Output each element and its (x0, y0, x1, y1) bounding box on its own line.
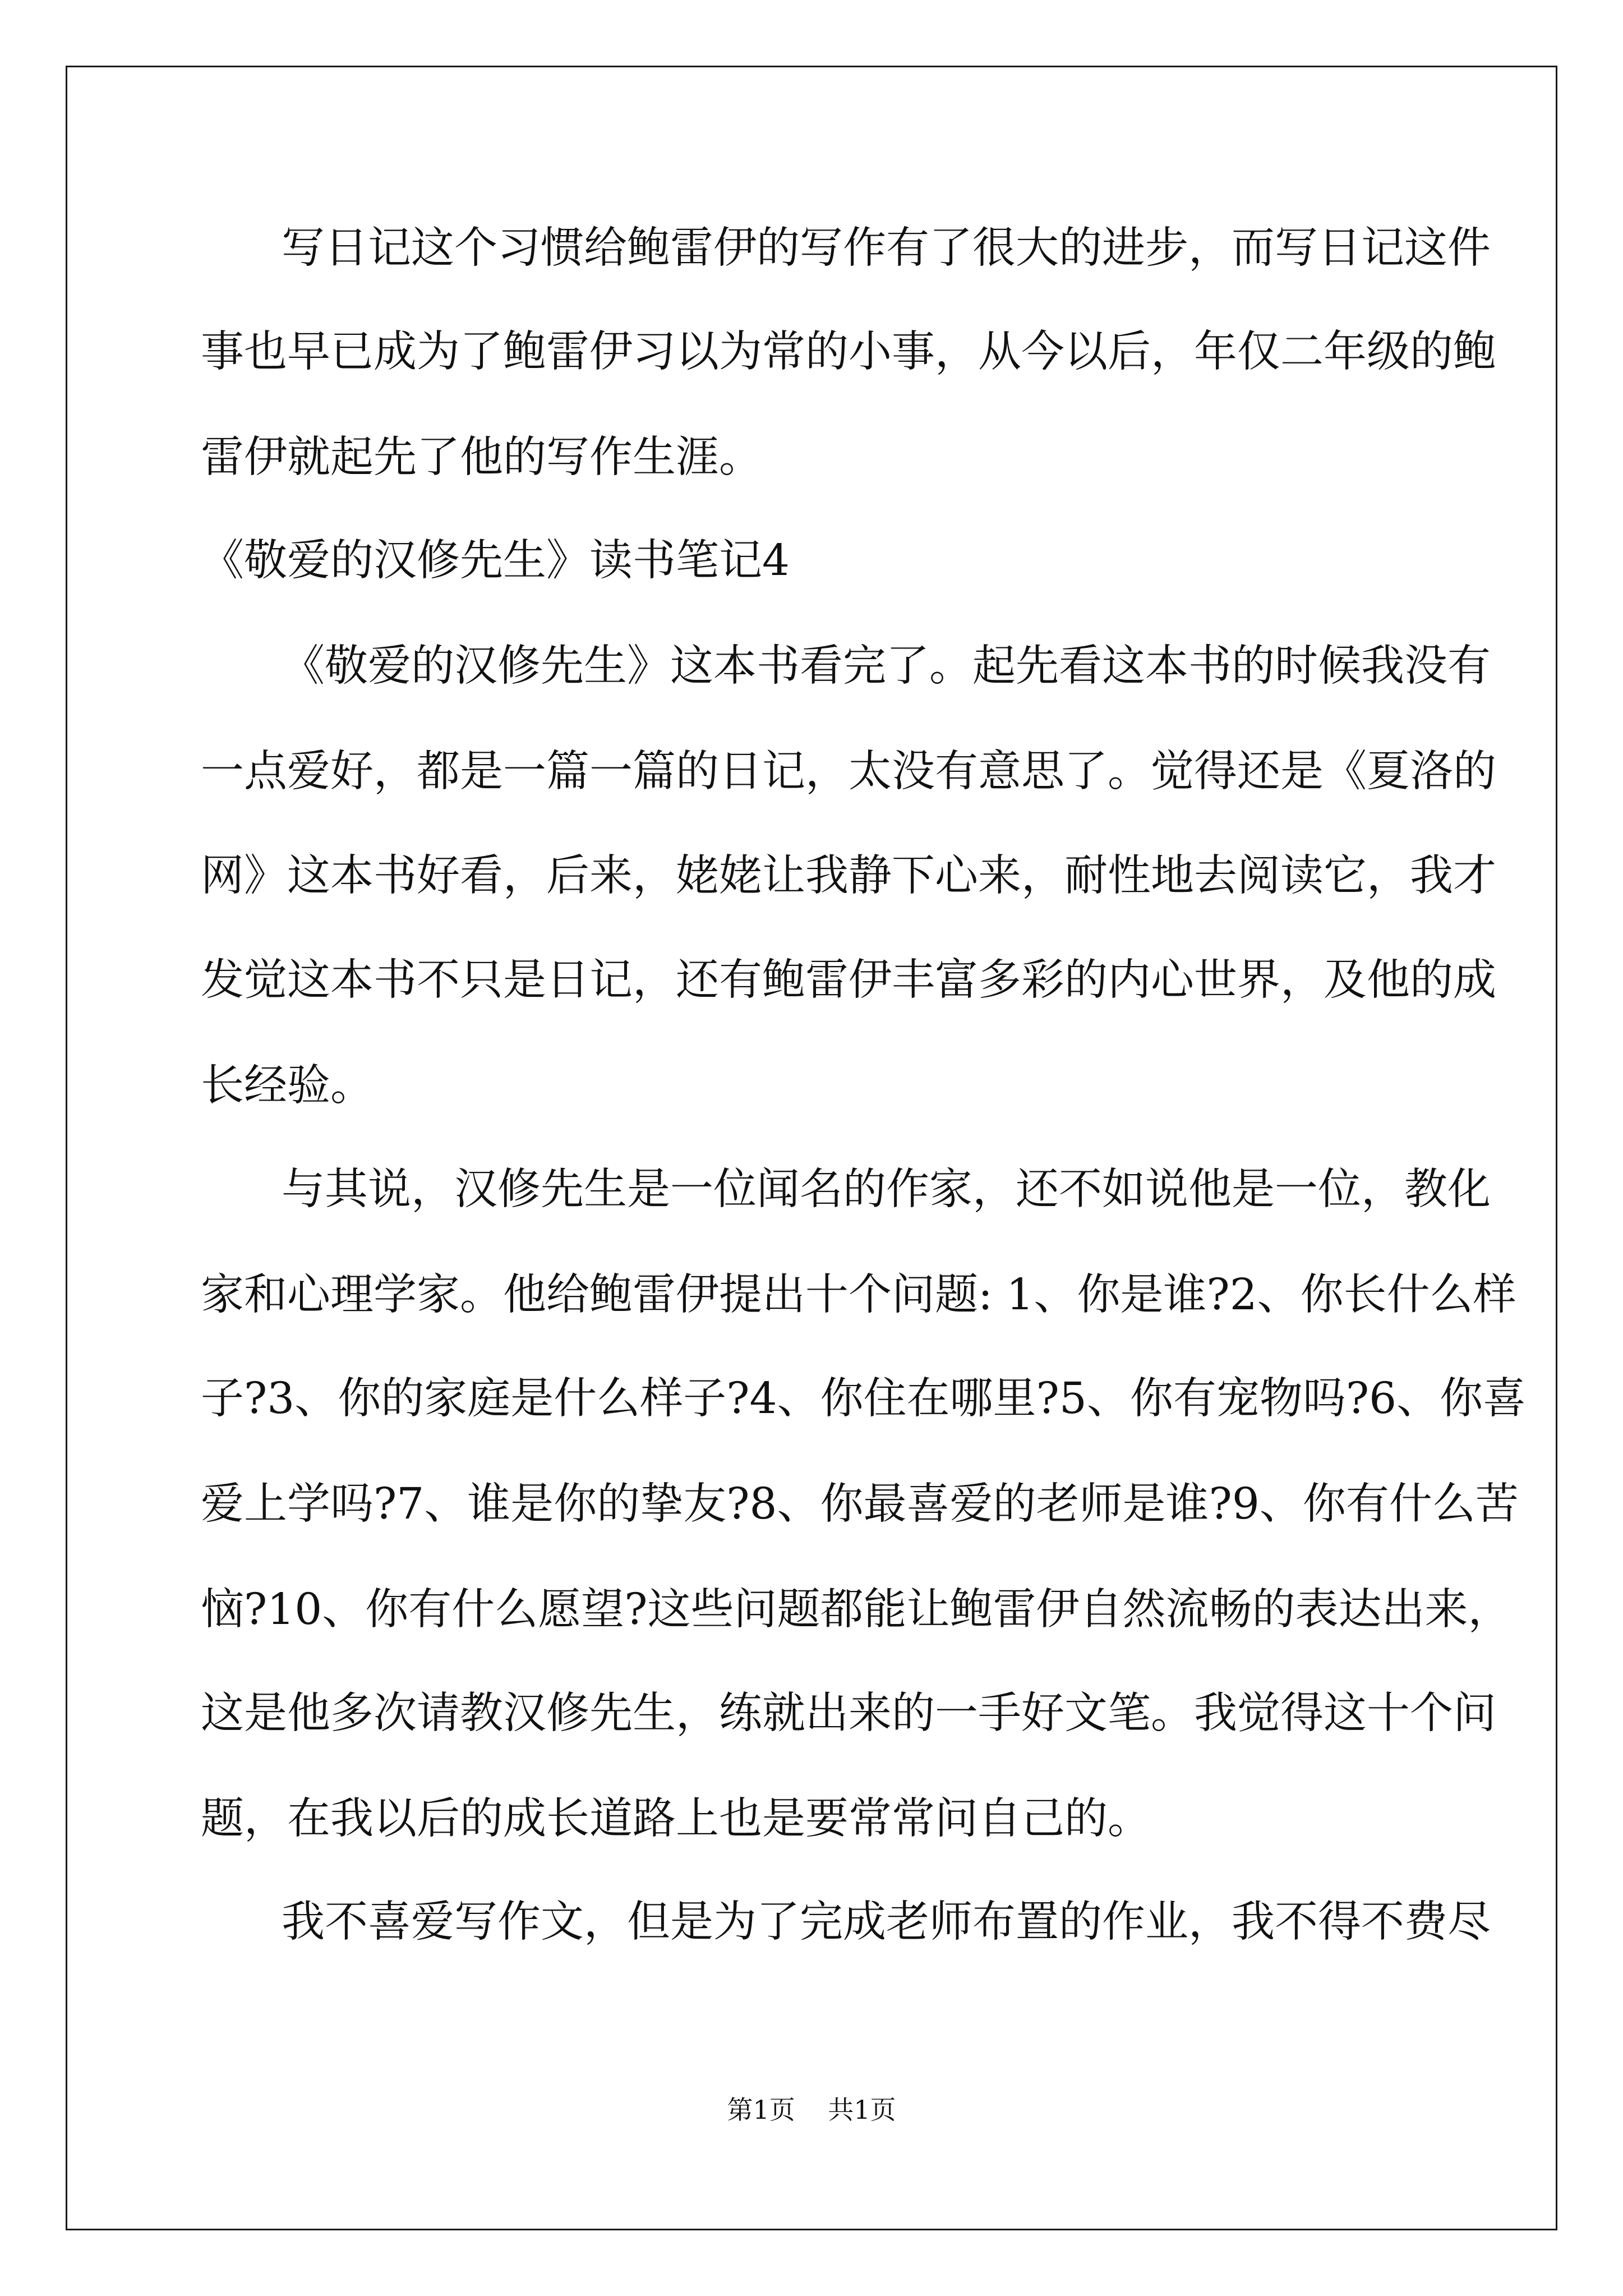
page-footer (0, 2093, 1623, 2127)
paragraph-line: 写日记这个习惯给鲍雷伊的写作有了很大的进步，而写日记这件 (282, 223, 1491, 273)
paragraph-line: 与其说，汉修先生是一位闻名的作家，还不如说他是一位，教化 (282, 1165, 1491, 1214)
paragraph-line: 网》这本书好看，后来，姥姥让我静下心来，耐性地去阅读它，我才 (201, 851, 1496, 901)
paragraph-line: 事也早已成为了鲍雷伊习以为常的小事，从今以后，年仅二年级的鲍 (201, 327, 1496, 377)
paragraph-line: 一点爱好，都是一篇一篇的日记，太没有意思了。觉得还是《夏洛的 (201, 747, 1496, 797)
section-heading: 《敬爱的汉修先生》读书笔记4 (201, 536, 790, 586)
paragraph-line: 题，在我以后的成长道路上也是要常常问自己的。 (201, 1794, 1151, 1844)
page-total: 共1页 (828, 2095, 896, 2125)
paragraph-line: 爱上学吗?7、谁是你的挚友?8、你最喜爱的老师是谁?9、你有什么苦 (201, 1479, 1519, 1529)
paragraph-line: 雷伊就起先了他的写作生涯。 (201, 432, 762, 482)
paragraph-line: 长经验。 (201, 1061, 374, 1111)
paragraph-line: 子?3、你的家庭是什么样子?4、你住在哪里?5、你有宠物吗?6、你喜 (201, 1374, 1527, 1424)
paragraph-line: 我不喜爱写作文，但是为了完成老师布置的作业，我不得不费尽 (282, 1897, 1491, 1947)
paragraph-line: 这是他多次请教汉修先生，练就出来的一手好文笔。我觉得这十个问 (201, 1688, 1496, 1738)
paragraph-line: 家和心理学家。他给鲍雷伊提出十个问题: 1、你是谁?2、你长什么样 (201, 1270, 1516, 1320)
page-number: 第1页 (727, 2095, 795, 2125)
paragraph-line: 《敬爱的汉修先生》这本书看完了。起先看这本书的时候我没有 (282, 641, 1491, 691)
paragraph-line: 恼?10、你有什么愿望?这些问题都能让鲍雷伊自然流畅的表达出来， (201, 1585, 1511, 1635)
paragraph-line: 发觉这本书不只是日记，还有鲍雷伊丰富多彩的内心世界，及他的成 (201, 955, 1496, 1005)
